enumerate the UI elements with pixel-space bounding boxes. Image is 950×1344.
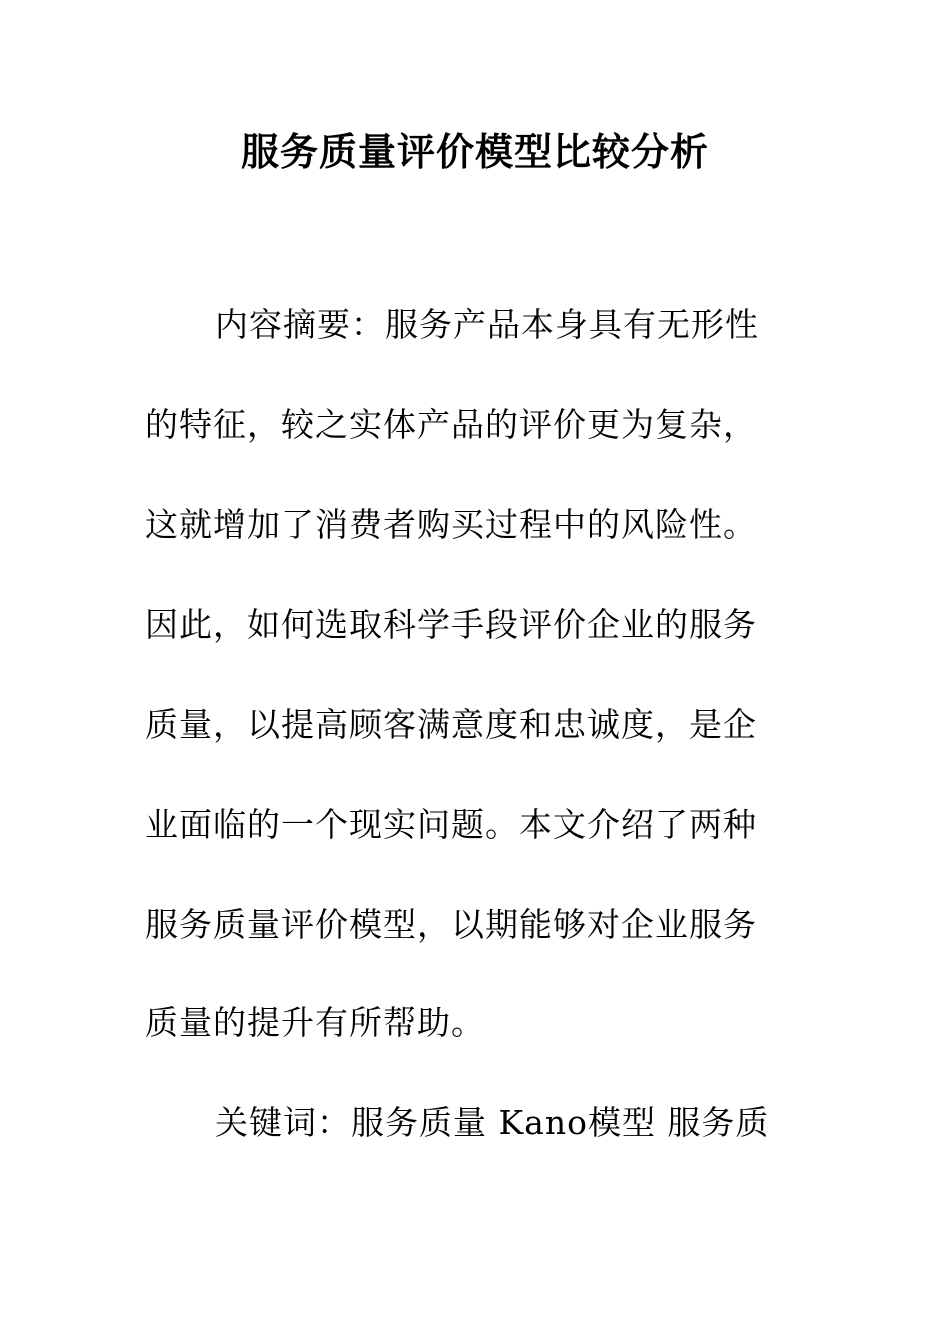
abstract-line: 这就增加了消费者购买过程中的风险性。 bbox=[145, 505, 757, 544]
document-title: 服务质量评价模型比较分析 bbox=[240, 130, 709, 174]
abstract-line: 内容摘要：服务产品本身具有无形性 bbox=[215, 305, 759, 344]
abstract-line: 服务质量评价模型，以期能够对企业服务 bbox=[145, 905, 757, 944]
abstract-line: 质量，以提高顾客满意度和忠诚度，是企 bbox=[145, 705, 757, 744]
abstract-line: 的特征，较之实体产品的评价更为复杂， bbox=[145, 405, 757, 444]
abstract-line: 业面临的一个现实问题。本文介绍了两种 bbox=[145, 805, 757, 844]
keywords-line: 关键词：服务质量 Kano模型 服务质 bbox=[215, 1103, 770, 1142]
abstract-line: 质量的提升有所帮助。 bbox=[145, 1003, 485, 1042]
abstract-line: 因此，如何选取科学手段评价企业的服务 bbox=[145, 605, 757, 644]
